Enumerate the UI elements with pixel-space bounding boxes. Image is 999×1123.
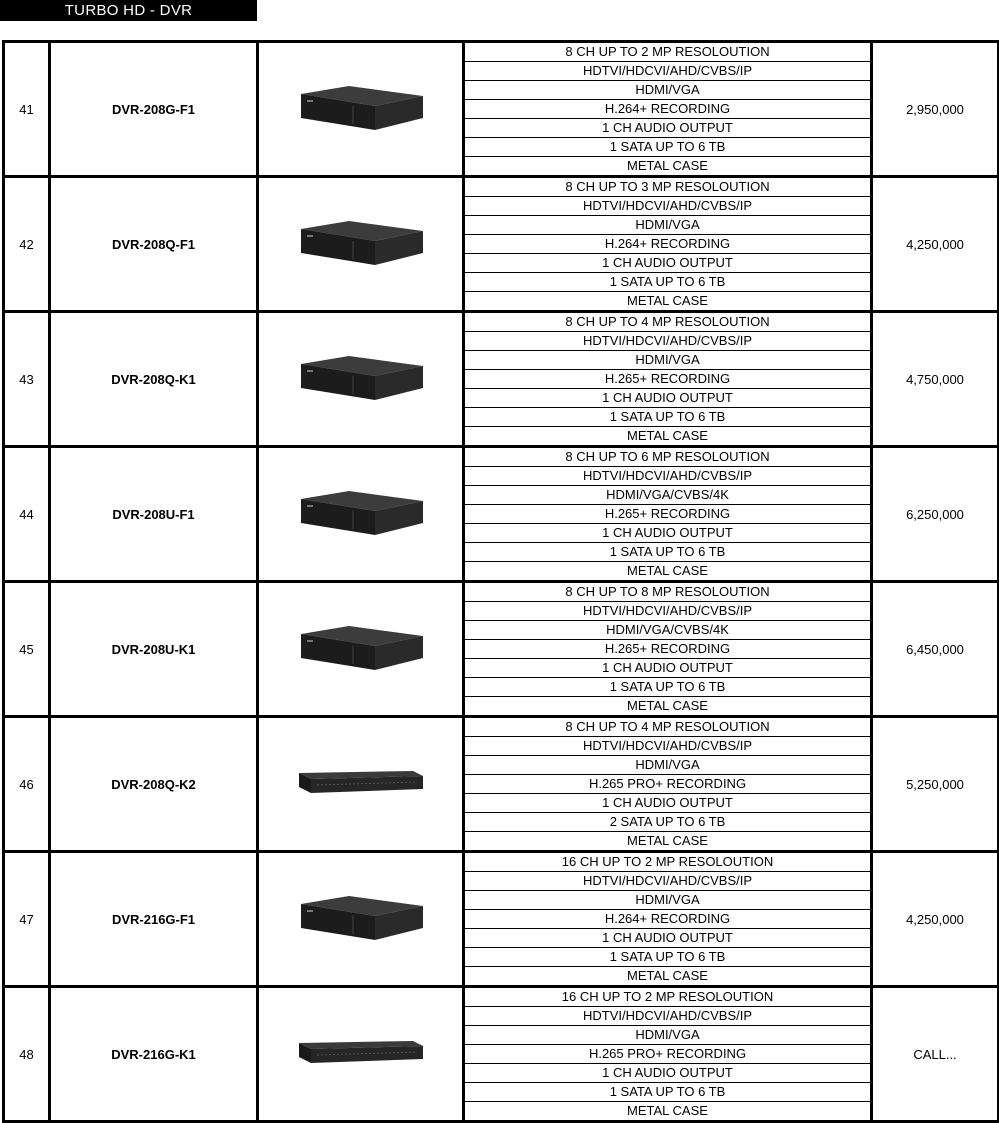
item-number: 44: [4, 447, 50, 582]
dvr-recorder-icon: [297, 84, 425, 134]
spec-cell: HDTVI/HDCVI/AHD/CVBS/IP: [464, 62, 872, 81]
dvr-recorder-icon: [297, 894, 425, 944]
spec-cell: HDTVI/HDCVI/AHD/CVBS/IP: [464, 467, 872, 486]
price-cell: 6,250,000: [872, 447, 999, 582]
spec-cell: HDMI/VGA: [464, 1026, 872, 1045]
spec-cell: H.265 PRO+ RECORDING: [464, 775, 872, 794]
spec-cell: METAL CASE: [464, 1102, 872, 1122]
spec-cell: HDMI/VGA: [464, 81, 872, 100]
spec-cell: METAL CASE: [464, 697, 872, 717]
product-row: [4, 852, 999, 872]
model-name: DVR-208Q-K1: [50, 312, 258, 447]
spec-cell: H.264+ RECORDING: [464, 235, 872, 254]
spec-cell: METAL CASE: [464, 562, 872, 582]
spec-cell: HDTVI/HDCVI/AHD/CVBS/IP: [464, 602, 872, 621]
model-name: DVR-208U-K1: [50, 582, 258, 717]
item-number: 41: [4, 42, 50, 177]
spec-cell: HDMI/VGA: [464, 756, 872, 775]
spec-cell: 1 CH AUDIO OUTPUT: [464, 659, 872, 678]
dvr-recorder-icon: [297, 624, 425, 674]
item-number: 47: [4, 852, 50, 987]
spec-cell: H.264+ RECORDING: [464, 100, 872, 119]
spec-cell: HDTVI/HDCVI/AHD/CVBS/IP: [464, 872, 872, 891]
spec-cell: 1 CH AUDIO OUTPUT: [464, 929, 872, 948]
spec-cell: H.265+ RECORDING: [464, 370, 872, 389]
item-number: 46: [4, 717, 50, 852]
spec-cell: 1 CH AUDIO OUTPUT: [464, 1064, 872, 1083]
spec-cell: 1 CH AUDIO OUTPUT: [464, 389, 872, 408]
spec-cell: METAL CASE: [464, 967, 872, 987]
spec-cell: 1 CH AUDIO OUTPUT: [464, 254, 872, 273]
product-row: [4, 582, 999, 602]
model-name: DVR-208U-F1: [50, 447, 258, 582]
price-cell: 4,250,000: [872, 852, 999, 987]
spec-cell: 8 CH UP TO 4 MP RESOLOUTION: [464, 717, 872, 737]
spec-cell: HDTVI/HDCVI/AHD/CVBS/IP: [464, 332, 872, 351]
product-image: [258, 312, 464, 447]
spec-cell: HDMI/VGA: [464, 216, 872, 235]
product-image: [258, 582, 464, 717]
price-cell: 5,250,000: [872, 717, 999, 852]
dvr-recorder-icon: [297, 354, 425, 404]
spec-cell: 1 SATA UP TO 6 TB: [464, 1083, 872, 1102]
price-cell: 4,750,000: [872, 312, 999, 447]
spec-cell: 8 CH UP TO 4 MP RESOLOUTION: [464, 312, 872, 332]
price-cell: 6,450,000: [872, 582, 999, 717]
dvr-recorder-icon: [297, 489, 425, 539]
model-name: DVR-216G-F1: [50, 852, 258, 987]
spec-cell: 16 CH UP TO 2 MP RESOLOUTION: [464, 852, 872, 872]
model-name: DVR-208Q-K2: [50, 717, 258, 852]
model-name: DVR-208Q-F1: [50, 177, 258, 312]
spec-cell: 1 SATA UP TO 6 TB: [464, 543, 872, 562]
spec-cell: H.265+ RECORDING: [464, 505, 872, 524]
product-row: [4, 312, 999, 332]
spec-cell: 1 CH AUDIO OUTPUT: [464, 794, 872, 813]
spec-cell: HDMI/VGA: [464, 891, 872, 910]
spec-cell: 1 SATA UP TO 6 TB: [464, 948, 872, 967]
spec-cell: H.264+ RECORDING: [464, 910, 872, 929]
spec-cell: METAL CASE: [464, 832, 872, 852]
product-row: [4, 42, 999, 62]
spec-cell: 1 CH AUDIO OUTPUT: [464, 524, 872, 543]
product-row: [4, 447, 999, 467]
item-number: 42: [4, 177, 50, 312]
spec-cell: 8 CH UP TO 8 MP RESOLOUTION: [464, 582, 872, 602]
price-table-body: [4, 42, 999, 1122]
product-row: [4, 987, 999, 1007]
spec-cell: 1 CH AUDIO OUTPUT: [464, 119, 872, 138]
spec-cell: 8 CH UP TO 6 MP RESOLOUTION: [464, 447, 872, 467]
product-image: [258, 177, 464, 312]
spec-cell: HDTVI/HDCVI/AHD/CVBS/IP: [464, 197, 872, 216]
spec-cell: 1 SATA UP TO 6 TB: [464, 273, 872, 292]
spec-cell: 16 CH UP TO 2 MP RESOLOUTION: [464, 987, 872, 1007]
spec-cell: HDMI/VGA: [464, 351, 872, 370]
spec-cell: 8 CH UP TO 3 MP RESOLOUTION: [464, 177, 872, 197]
product-image: [258, 717, 464, 852]
product-image: [258, 447, 464, 582]
spec-cell: HDTVI/HDCVI/AHD/CVBS/IP: [464, 737, 872, 756]
product-image: [258, 852, 464, 987]
product-image: [258, 42, 464, 177]
product-row: [4, 177, 999, 197]
spec-cell: H.265 PRO+ RECORDING: [464, 1045, 872, 1064]
spec-cell: 1 SATA UP TO 6 TB: [464, 678, 872, 697]
spec-cell: H.265+ RECORDING: [464, 640, 872, 659]
product-image: [258, 987, 464, 1122]
item-number: 48: [4, 987, 50, 1122]
spec-cell: 8 CH UP TO 2 MP RESOLOUTION: [464, 42, 872, 62]
spec-cell: 1 SATA UP TO 6 TB: [464, 408, 872, 427]
spec-cell: HDMI/VGA/CVBS/4K: [464, 486, 872, 505]
price-table: [2, 40, 999, 1123]
page-title: TURBO HD - DVR: [0, 0, 257, 21]
spec-cell: 2 SATA UP TO 6 TB: [464, 813, 872, 832]
spec-cell: METAL CASE: [464, 427, 872, 447]
item-number: 43: [4, 312, 50, 447]
price-cell: 4,250,000: [872, 177, 999, 312]
product-row: [4, 717, 999, 737]
spec-cell: HDMI/VGA/CVBS/4K: [464, 621, 872, 640]
dvr-recorder-slim-icon: [297, 1037, 425, 1071]
spec-cell: HDTVI/HDCVI/AHD/CVBS/IP: [464, 1007, 872, 1026]
spec-cell: METAL CASE: [464, 292, 872, 312]
dvr-recorder-slim-icon: [297, 767, 425, 801]
spec-cell: 1 SATA UP TO 6 TB: [464, 138, 872, 157]
model-name: DVR-208G-F1: [50, 42, 258, 177]
item-number: 45: [4, 582, 50, 717]
model-name: DVR-216G-K1: [50, 987, 258, 1122]
spec-cell: METAL CASE: [464, 157, 872, 177]
price-cell: CALL...: [872, 987, 999, 1122]
price-cell: 2,950,000: [872, 42, 999, 177]
dvr-recorder-icon: [297, 219, 425, 269]
